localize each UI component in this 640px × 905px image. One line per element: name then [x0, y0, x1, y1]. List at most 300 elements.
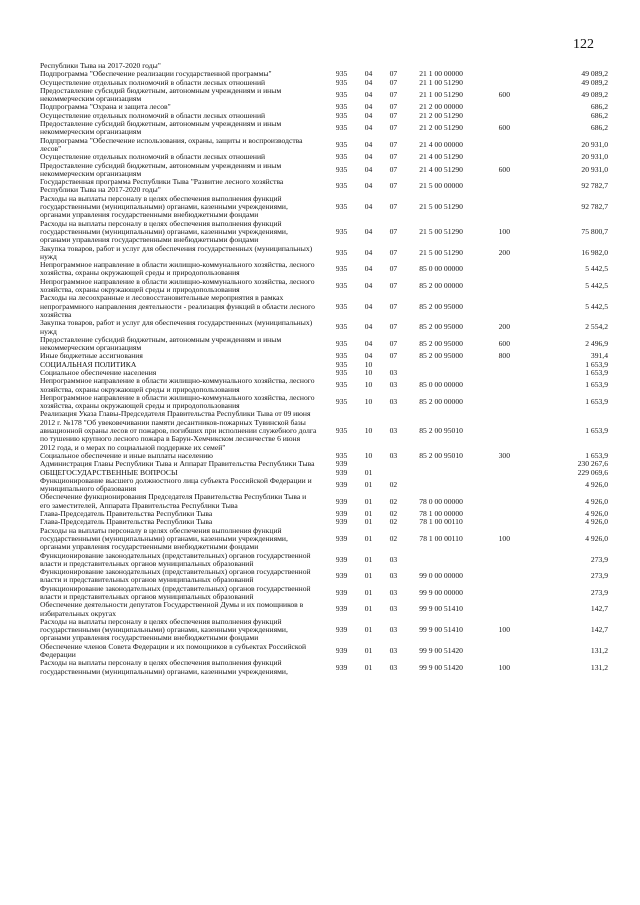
- row-grbs: 935: [335, 426, 348, 436]
- row-name: Расходы на выплаты персоналу в целях обеспечения выполнения функций государственными (муниципальными) органами, казенными учреждениями, органами управления государственными внебюджетными фондами: [40, 616, 288, 643]
- row-name: Предоставление субсидий бюджетным, автономным учреждениям и иным некоммерческим организациям: [40, 334, 282, 353]
- row-rz: 04: [364, 280, 373, 290]
- row-rz: 04: [364, 77, 373, 87]
- row-grbs: 939: [335, 645, 348, 655]
- spacer: [317, 643, 327, 660]
- row-grbs: 939: [335, 662, 348, 672]
- row-rz: 10: [364, 380, 373, 390]
- row-rz: 01: [364, 554, 373, 564]
- spacer: [317, 79, 327, 87]
- table-row: [40, 195, 608, 220]
- row-vr: 300: [498, 450, 510, 460]
- row-csr: 85 2 00 95010: [419, 450, 463, 460]
- row-pr: 03: [389, 604, 398, 614]
- row-sum: 273,9: [590, 571, 608, 581]
- row-vr: [476, 369, 532, 377]
- row-sum: 273,9: [590, 554, 608, 564]
- row-pr: 07: [389, 301, 398, 311]
- spacer: [317, 87, 327, 104]
- table-row: [40, 477, 608, 494]
- row-csr: 85 2 00 95000: [419, 338, 463, 348]
- row-name: Функционирование законодательных (представительных) органов государственной власти и представительных органов муниципальных образований: [40, 550, 311, 568]
- row-rz: 04: [364, 123, 373, 133]
- row-name: Глава-Председатель Правительства Республики Тыва: [40, 517, 213, 527]
- row-name: Закупка товаров, работ и услуг для обеспечения государственных (муниципальных) нужд: [40, 243, 313, 261]
- row-name: ОБЩЕГОСУДАРСТВЕННЫЕ ВОПРОСЫ: [40, 467, 178, 477]
- row-sum: 16 982,0: [581, 247, 608, 257]
- row-name: Реализация Указа Главы-Председателя Правительства Республики Тыва от 09 июня 2012 г. №178 "Об увековечивании памяти десантников-пожарных Тувинской базы авиационной охраны лесов от пожаров, погибших при исполнении служебного долга по тушению крупного лесного пожара в Барун-Хемчикском лесничестве 6 июня 2012 года, и о мерах по социальной поддержке их семей": [40, 409, 317, 452]
- row-name: Подпрограмма "Охрана и защита лесов": [40, 102, 171, 112]
- spacer: [317, 70, 327, 78]
- row-csr: 21 1 00 51290: [419, 90, 463, 100]
- table-row: [40, 618, 608, 643]
- row-rz: 04: [364, 301, 373, 311]
- row-pr: 07: [389, 69, 398, 79]
- row-vr: 100: [498, 662, 510, 672]
- row-sum: 20 931,0: [581, 139, 608, 149]
- row-grbs: 939: [335, 604, 348, 614]
- row-name: Закупка товаров, работ и услуг для обеспечения государственных (муниципальных) нужд: [40, 318, 313, 336]
- row-csr: 85 0 00 00000: [419, 264, 463, 274]
- row-name: Непрограммное направление в области жилищно-коммунального хозяйства, лесного хозяйства, охраны окружающей среды и природопользования: [40, 276, 315, 295]
- row-name: Республики Тыва на 2017-2020 годы": [40, 61, 161, 70]
- row-vr: 100: [498, 625, 510, 635]
- row-grbs: 939: [335, 479, 348, 489]
- row-name: Функционирование высшего должностного лица субъекта Российской Федерации и муниципального образования: [40, 475, 312, 494]
- row-vr: [476, 410, 532, 451]
- spacer: [317, 568, 327, 585]
- row-rz: 01: [364, 587, 373, 597]
- row-vr: 600: [498, 90, 510, 100]
- row-pr: 07: [389, 152, 398, 162]
- row-rz: 04: [364, 69, 373, 79]
- row-vr: [476, 568, 532, 585]
- row-csr: 21 5 00 51290: [419, 202, 463, 212]
- row-pr: 02: [389, 479, 398, 489]
- row-rz: 10: [364, 397, 373, 407]
- row-grbs: 939: [335, 571, 348, 581]
- spacer: [317, 178, 327, 195]
- row-grbs: 935: [335, 301, 348, 311]
- spacer: [317, 261, 327, 278]
- table-row: [40, 552, 608, 569]
- row-grbs: 935: [335, 69, 348, 79]
- row-name: Непрограммное направление в области жилищно-коммунального хозяйства, лесного хозяйства, охраны окружающей среды и природопользования: [40, 260, 315, 278]
- row-grbs: 935: [335, 110, 348, 120]
- row-sum: 229 069,6: [577, 467, 608, 477]
- row-csr: 21 5 00 00000: [419, 181, 463, 191]
- spacer: [317, 352, 327, 360]
- table-body: [40, 62, 608, 676]
- row-grbs: 935: [335, 359, 348, 369]
- row-vr: [476, 601, 532, 618]
- spacer: [317, 510, 327, 518]
- row-grbs: 935: [335, 380, 348, 390]
- row-pr: 03: [389, 397, 398, 407]
- row-name: Социальное обеспечение населения: [40, 367, 157, 377]
- spacer: [317, 294, 327, 319]
- spacer: [317, 103, 327, 111]
- row-pr: 07: [389, 264, 398, 274]
- table-row: [40, 178, 608, 195]
- row-vr: [476, 377, 532, 394]
- row-vr: [476, 195, 532, 220]
- row-rz: 04: [364, 322, 373, 332]
- row-rz: 01: [364, 645, 373, 655]
- row-rz: 04: [364, 181, 373, 191]
- row-csr: 85 2 00 00000: [419, 397, 463, 407]
- row-grbs: 939: [335, 496, 348, 506]
- row-name: Государственная программа Республики Тыва "Развитие лесного хозяйства Республики Тыва на 2017-2020 годы": [40, 177, 284, 195]
- table-row: [40, 643, 608, 660]
- row-name: Расходы на выплаты персоналу в целях обеспечения выполнения функций государственными (муниципальными) органами, казенными учреждениями, органами управления государственными внебюджетными фондами: [40, 193, 288, 220]
- row-sum: 4 926,0: [585, 479, 608, 489]
- spacer: [317, 477, 327, 494]
- row-rz: 01: [364, 662, 373, 672]
- spacer: [317, 319, 327, 336]
- row-pr: 02: [389, 496, 398, 506]
- spacer: [317, 601, 327, 618]
- row-csr: 99 9 00 00000: [419, 587, 463, 597]
- row-rz: 10: [364, 367, 373, 377]
- spacer: [317, 377, 327, 394]
- row-sum: 391,4: [590, 351, 608, 361]
- row-vr: [476, 79, 532, 87]
- spacer: [317, 162, 327, 179]
- row-csr: 85 0 00 00000: [419, 380, 463, 390]
- row-pr: 03: [389, 662, 398, 672]
- table-row: [40, 87, 608, 104]
- row-vr: [476, 510, 532, 518]
- row-rz: 04: [364, 139, 373, 149]
- row-vr: 600: [498, 338, 510, 348]
- row-csr: 21 2 00 51290: [419, 123, 463, 133]
- row-csr: [406, 460, 476, 468]
- row-sum: 4 926,0: [585, 533, 608, 543]
- spacer: [317, 659, 327, 676]
- row-grbs: 935: [335, 397, 348, 407]
- row-csr: 21 1 00 00000: [419, 69, 463, 79]
- row-name: Непрограммное направление в области жилищно-коммунального хозяйства, лесного хозяйства, охраны окружающей среды и природопользования: [40, 376, 315, 394]
- row-name: Администрация Главы Республики Тыва и Аппарат Правительства Республики Тыва: [40, 459, 315, 469]
- spacer: [317, 552, 327, 569]
- row-sum: 230 267,6: [577, 459, 608, 469]
- table-row: [40, 245, 608, 262]
- row-vr: [476, 178, 532, 195]
- row-grbs: 935: [335, 351, 348, 361]
- row-name: Предоставление субсидий бюджетным, автономным учреждениям и иным некоммерческим организациям: [40, 85, 282, 104]
- spacer: [317, 153, 327, 161]
- row-csr: 21 1 00 51290: [419, 77, 463, 87]
- budget-table: [40, 62, 608, 676]
- row-pr: 07: [389, 351, 398, 361]
- row-csr: 85 2 00 95010: [419, 426, 463, 436]
- row-csr: 85 2 00 00000: [419, 280, 463, 290]
- row-sum: 686,2: [590, 102, 608, 112]
- row-name: Расходы на выплаты персоналу в целях обеспечения выполнения функций государственными (муниципальными) органами, казенными учреждениями, органами управления государственными внебюджетными фондами: [40, 525, 288, 552]
- row-vr: [476, 62, 532, 70]
- row-csr: 99 9 00 51420: [419, 662, 463, 672]
- row-name: СОЦИАЛЬНАЯ ПОЛИТИКА: [40, 359, 137, 369]
- row-rz: 04: [364, 152, 373, 162]
- row-grbs: 935: [335, 202, 348, 212]
- spacer: [317, 120, 327, 137]
- row-name: Функционирование законодательных (представительных) органов государственной власти и представительных органов муниципальных образований: [40, 583, 311, 601]
- row-pr: 07: [389, 226, 398, 236]
- row-name: Расходы на выплаты персоналу в целях обеспечения выполнения функций государственными (муниципальными) органами, казенными учреждениями,: [40, 658, 288, 676]
- row-rz: 04: [364, 90, 373, 100]
- row-grbs: 939: [335, 509, 348, 519]
- row-vr: [476, 103, 532, 111]
- row-sum: 49 089,2: [581, 69, 608, 79]
- row-vr: 600: [498, 123, 510, 133]
- row-rz: 01: [364, 479, 373, 489]
- table-row: [40, 394, 608, 411]
- table-row: [40, 527, 608, 552]
- row-grbs: 935: [335, 90, 348, 100]
- row-csr: 85 2 00 95000: [419, 322, 463, 332]
- row-csr: [406, 477, 476, 494]
- row-sum: 75 800,7: [581, 226, 608, 236]
- row-pr: 07: [389, 102, 398, 112]
- row-sum: 4 926,0: [585, 509, 608, 519]
- row-csr: 78 1 00 00000: [419, 509, 463, 519]
- row-name: Предоставление субсидий бюджетным, автономным учреждениям и иным некоммерческим организациям: [40, 160, 282, 178]
- row-sum: 5 442,5: [585, 280, 608, 290]
- row-sum: 92 782,7: [581, 202, 608, 212]
- row-pr: 03: [389, 426, 398, 436]
- row-sum: 1 653,9: [585, 397, 608, 407]
- row-rz: 04: [364, 247, 373, 257]
- row-csr: 21 4 00 00000: [419, 139, 463, 149]
- row-sum: 142,7: [590, 604, 608, 614]
- row-grbs: 939: [335, 459, 348, 469]
- row-rz: 10: [364, 426, 373, 436]
- row-rz: 04: [364, 164, 373, 174]
- row-pr: 07: [389, 181, 398, 191]
- row-grbs: 935: [335, 280, 348, 290]
- row-vr: [476, 278, 532, 295]
- row-rz: 04: [364, 226, 373, 236]
- row-csr: 78 0 00 00000: [419, 496, 463, 506]
- spacer: [317, 336, 327, 353]
- row-grbs: 935: [335, 77, 348, 87]
- row-pr: 07: [389, 322, 398, 332]
- row-vr: [476, 460, 532, 468]
- row-rz: 01: [364, 509, 373, 519]
- row-sum: 4 926,0: [585, 517, 608, 527]
- table-row: [40, 336, 608, 353]
- row-vr: [476, 361, 532, 369]
- row-name: Осуществление отдельных полномочий в области лесных отношений: [40, 110, 266, 120]
- row-rz: 04: [364, 351, 373, 361]
- spacer: [317, 137, 327, 154]
- row-sum: 1 653,9: [585, 450, 608, 460]
- row-vr: [476, 518, 532, 526]
- row-sum: 131,2: [590, 662, 608, 672]
- row-sum: 5 442,5: [585, 301, 608, 311]
- row-pr: 07: [389, 110, 398, 120]
- row-grbs: 939: [335, 517, 348, 527]
- row-pr: 07: [389, 139, 398, 149]
- row-vr: [476, 261, 532, 278]
- table-row: [40, 137, 608, 154]
- table-row: [40, 294, 608, 319]
- row-sum: 20 931,0: [581, 164, 608, 174]
- row-grbs: 935: [335, 181, 348, 191]
- row-rz: 10: [364, 450, 373, 460]
- table-row: [40, 410, 608, 451]
- spacer: [317, 518, 327, 526]
- row-vr: 100: [498, 226, 510, 236]
- spacer: [317, 62, 327, 70]
- table-row: [40, 261, 608, 278]
- row-name: Подпрограмма "Обеспечение использования, охраны, защиты и воспроизводства лесов": [40, 135, 303, 153]
- row-name: Иные бюджетные ассигнования: [40, 351, 143, 361]
- row-csr: 99 9 00 51420: [419, 645, 463, 655]
- row-pr: 03: [389, 645, 398, 655]
- row-grbs: 935: [335, 367, 348, 377]
- row-pr: 07: [389, 202, 398, 212]
- row-pr: 03: [389, 625, 398, 635]
- row-rz: 04: [364, 202, 373, 212]
- spacer: [317, 618, 327, 643]
- row-sum: 92 782,7: [581, 181, 608, 191]
- row-pr: 03: [389, 367, 398, 377]
- row-grbs: 935: [335, 338, 348, 348]
- row-pr: 07: [389, 164, 398, 174]
- spacer: [317, 220, 327, 245]
- row-pr: 07: [389, 247, 398, 257]
- table-row: [40, 659, 608, 676]
- row-vr: [476, 112, 532, 120]
- row-rz: 01: [364, 496, 373, 506]
- row-name: Обеспечение деятельности депутатов Государственной Думы и их помощников в избирательных округах: [40, 600, 304, 618]
- row-grbs: 939: [335, 533, 348, 543]
- table-row: [40, 162, 608, 179]
- row-grbs: 939: [335, 587, 348, 597]
- row-csr: 85 2 00 95000: [419, 301, 463, 311]
- row-grbs: 935: [335, 226, 348, 236]
- row-pr: 07: [389, 123, 398, 133]
- row-csr: 21 2 00 51290: [419, 110, 463, 120]
- row-name: Подпрограмма "Обеспечение реализации государственной программы": [40, 69, 272, 79]
- row-csr: 99 9 00 51410: [419, 604, 463, 614]
- row-name: Расходы на выплаты персоналу в целях обеспечения выполнения функций государственными (муниципальными) органами, казенными учреждениями, органами управления государственными внебюджетными фондами: [40, 218, 288, 245]
- page-number: 122: [573, 37, 594, 52]
- row-vr: 600: [498, 164, 510, 174]
- row-name: Обеспечение членов Совета Федерации и их помощников в субъектах Российской Федерации: [40, 641, 307, 660]
- row-rz: 01: [364, 604, 373, 614]
- row-csr: 21 5 00 51290: [419, 226, 463, 236]
- row-name: Предоставление субсидий бюджетным, автономным учреждениям и иным некоммерческим организациям: [40, 119, 282, 137]
- table-row: [40, 120, 608, 137]
- row-sum: 1 653,9: [585, 380, 608, 390]
- spacer: [317, 493, 327, 510]
- spacer: [317, 394, 327, 411]
- row-sum: 5 442,5: [585, 264, 608, 274]
- row-grbs: 935: [335, 102, 348, 112]
- table-row: [40, 585, 608, 602]
- spacer: [317, 527, 327, 552]
- row-sum: 2 554,2: [585, 322, 608, 332]
- row-vr: [476, 493, 532, 510]
- row-pr: 07: [389, 77, 398, 87]
- row-sum: 686,2: [590, 110, 608, 120]
- row-grbs: 935: [335, 264, 348, 274]
- row-grbs: 939: [335, 467, 348, 477]
- table-row: [40, 319, 608, 336]
- row-sum: 1 653,9: [585, 426, 608, 436]
- row-rz: 01: [364, 625, 373, 635]
- spacer: [317, 361, 327, 369]
- row-sum: 1 653,9: [585, 359, 608, 369]
- row-pr: 03: [389, 450, 398, 460]
- row-csr: 99 0 00 00000: [419, 571, 463, 581]
- row-sum: 2 496,9: [585, 338, 608, 348]
- row-name: Социальное обеспечение и иные выплаты населению: [40, 450, 213, 460]
- spacer: [317, 278, 327, 295]
- row-pr: 02: [389, 509, 398, 519]
- row-sum: 131,2: [590, 645, 608, 655]
- row-sum: 49 089,2: [581, 77, 608, 87]
- row-grbs: 939: [335, 625, 348, 635]
- spacer: [317, 469, 327, 477]
- row-csr: 85 2 00 95000: [419, 351, 463, 361]
- row-vr: 200: [498, 322, 510, 332]
- spacer: [317, 195, 327, 220]
- row-csr: 21 4 00 51290: [419, 164, 463, 174]
- row-grbs: 935: [335, 123, 348, 133]
- row-pr: 03: [389, 571, 398, 581]
- row-pr: 03: [389, 554, 398, 564]
- spacer: [317, 452, 327, 460]
- row-vr: [476, 137, 532, 154]
- row-vr: 200: [498, 247, 510, 257]
- row-grbs: 935: [335, 322, 348, 332]
- row-pr: 03: [389, 587, 398, 597]
- row-name: Функционирование законодательных (представительных) органов государственной власти и представительных органов муниципальных образований: [40, 567, 311, 585]
- row-vr: [476, 469, 532, 477]
- row-pr: [381, 469, 406, 477]
- row-vr: [476, 552, 532, 569]
- row-csr: 99 9 00 51410: [419, 625, 463, 635]
- row-vr: [476, 643, 532, 660]
- spacer: [317, 585, 327, 602]
- row-grbs: 935: [335, 152, 348, 162]
- row-name: Непрограммное направление в области жилищно-коммунального хозяйства, лесного хозяйства, охраны окружающей среды и природопользования: [40, 392, 315, 411]
- row-name: Обеспечение функционирования Председателя Правительства Республики Тыва и его заместителей, Аппарата Правительства Республики Тыва: [40, 492, 307, 510]
- table-row: [40, 601, 608, 618]
- row-pr: 07: [389, 90, 398, 100]
- row-csr: [406, 552, 476, 569]
- row-csr: 21 4 00 51290: [419, 152, 463, 162]
- row-name: Глава-Председатель Правительства Республики Тыва: [40, 509, 213, 519]
- row-sum: 686,2: [590, 123, 608, 133]
- row-csr: 21 2 00 00000: [419, 102, 463, 112]
- row-rz: 10: [364, 359, 373, 369]
- row-vr: 800: [498, 351, 510, 361]
- row-vr: [476, 477, 532, 494]
- spacer: [317, 460, 327, 468]
- row-sum: 4 926,0: [585, 496, 608, 506]
- row-pr: 03: [389, 380, 398, 390]
- row-name: Осуществление отдельных полномочий в области лесных отношений: [40, 152, 266, 162]
- row-vr: [476, 585, 532, 602]
- row-grbs: 935: [335, 247, 348, 257]
- row-pr: 02: [389, 533, 398, 543]
- spacer: [317, 245, 327, 262]
